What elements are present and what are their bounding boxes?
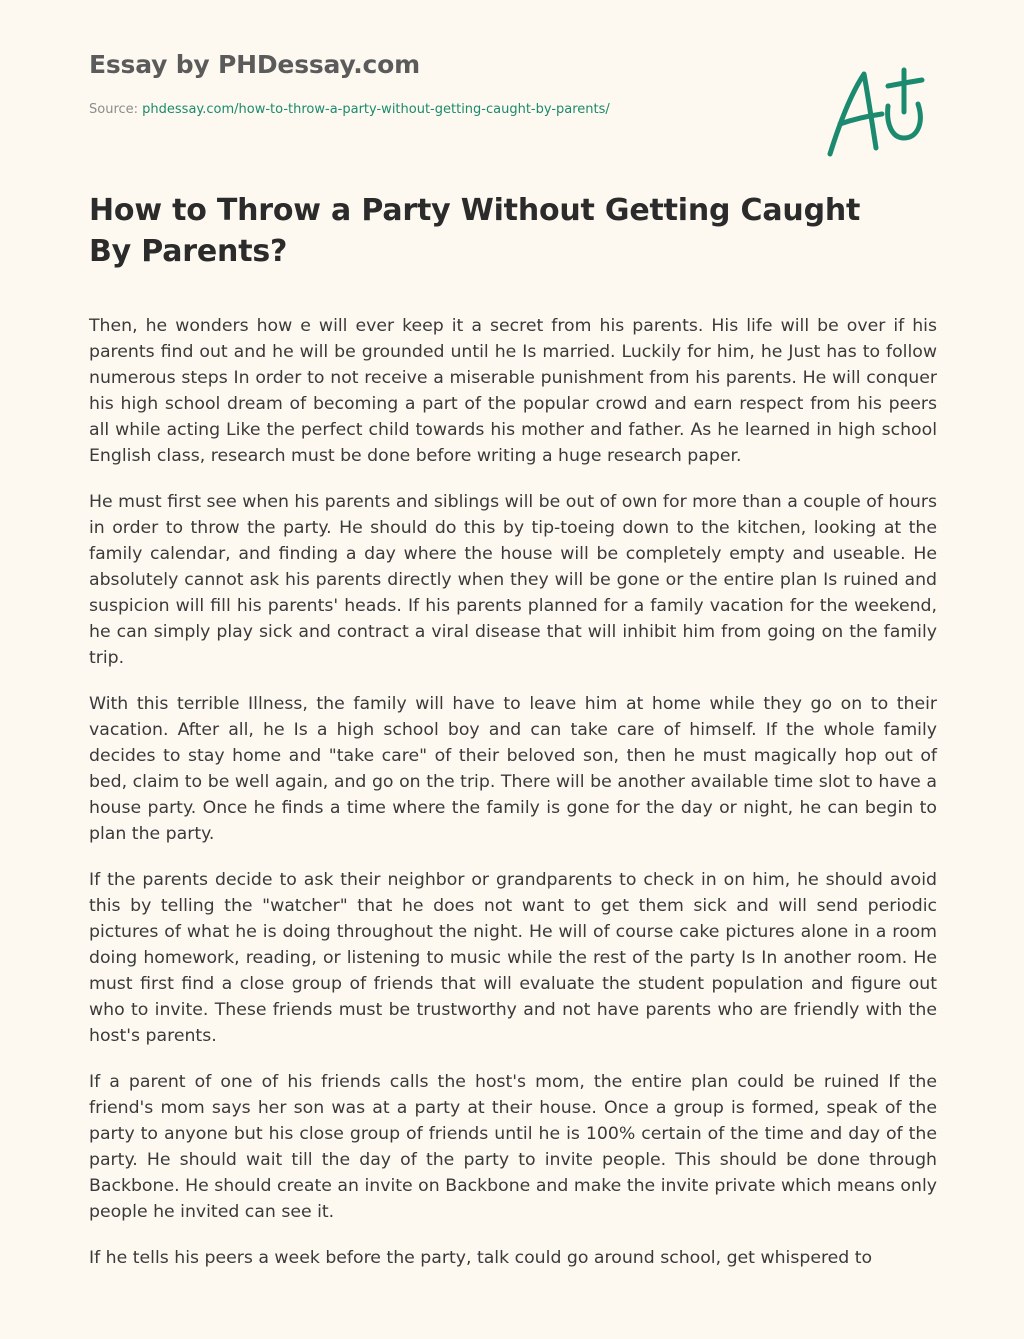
essay-paragraph-2: He must first see when his parents and siblings will be out of own for more than a couple of hours in order to throw the party. He should do this by tip-toeing down to the kitchen, looking at the family calendar, and finding a day where the house will be completely empty and useable. He absolutely cannot ask his parents directly when they will be gone or the entire plan Is ruined and suspicion will fill his parents' heads. If his parents planned for a family vacation for the weekend, he can simply play sick and contract a viral disease that will inhibit him from going on the family trip.: [89, 492, 937, 668]
site-brand: Essay by PHDessay.com: [89, 50, 420, 79]
essay-paragraph-4: If the parents decide to ask their neighbor or grandparents to check in on him, he should avoid this by telling the "watcher" that he does not want to get them sick and will send periodic pictures of what he is doing throughout the night. He will of course cake pictures alone in a room doing homework, reading, or listening to music while the rest of the party Is In another room. He must first find a close group of friends that will evaluate the student population and figure out who to invite. These friends must be trustworthy and not have parents who are friendly with the host's parents.: [89, 870, 937, 1046]
a-plus-logo-icon: [818, 62, 930, 162]
essay-paragraph-6: If he tells his peers a week before the party, talk could go around school, get whispered to: [89, 1248, 873, 1268]
essay-body: [89, 313, 937, 1291]
essay-title: How to Throw a Party Without Getting Caught By Parents?: [89, 193, 861, 269]
essay-paragraph-5: If a parent of one of his friends calls the host's mom, the entire plan could be ruined If the friend's mom says her son was at a party at their house. Once a group is formed, speak of the party to anyone but his close group of friends until he is 100% certain of the time and day of the party. He should wait till the day of the party to invite people. This should be done through Backbone. He should create an invite on Backbone and make the invite private which means only people he invited can see it.: [89, 1072, 937, 1222]
source-label: Source:: [89, 102, 143, 117]
source-line: [89, 102, 610, 117]
essay-paragraph-3: With this terrible Illness, the family will have to leave him at home while they go on to their vacation. After all, he Is a high school boy and can take care of himself. If the whole family decides to stay home and "take care" of their beloved son, then he must magically hop out of bed, claim to be well again, and go on the trip. There will be another available time slot to have a house party. Once he finds a time where the family is gone for the day or night, he can begin to plan the party.: [89, 694, 937, 844]
source-link[interactable]: phdessay.com/how-to-throw-a-party-without-getting-caught-by-parents/: [142, 102, 610, 117]
essay-paragraph-1: Then, he wonders how e will ever keep it a secret from his parents. His life will be over if his parents find out and he will be grounded until he Is married. Luckily for him, he Just has to follow numerous steps In order to not receive a miserable punishment from his parents. He will conquer his high school dream of becoming a part of the popular crowd and earn respect from his peers all while acting Like the perfect child towards his mother and father. As he learned in high school English class, research must be done before writing a huge research paper.: [89, 316, 937, 466]
